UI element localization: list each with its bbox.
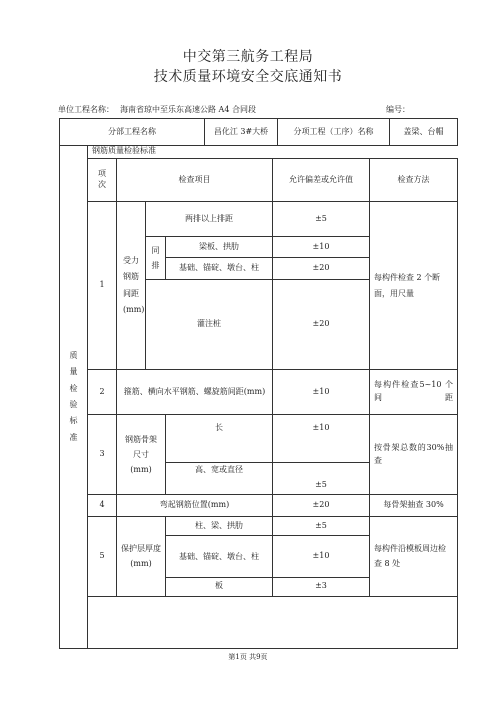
doc-title-notice: 技术质量环境安全交底通知书 [153,69,343,85]
row5-method: 每构件沿模板周边检查 8 处 [370,516,458,596]
row1a-tolerance: ±5 [273,202,370,237]
item-value: 盖梁、台帽 [390,119,458,146]
row5c-tolerance: ±3 [273,577,370,596]
section-title: 钢筋质量检验标准 [92,146,156,156]
col-item-header: 检查项目 [117,158,273,201]
row4-item: 弯起钢筋位置(mm) [117,495,273,517]
row3-no: 3 [88,415,117,495]
subheader-table [59,118,458,146]
row1-method: 每构件检查 2 个断面，用尺量 [370,202,458,370]
col-no-header: 项次 [88,158,117,201]
row4-no: 4 [88,495,117,517]
row1-group: 受力钢筋间距(mm) [117,202,146,370]
row3b-tolerance: ±5 [273,462,370,494]
row5a-label: 柱、梁、拱肋 [166,516,273,535]
row4-method: 每骨架抽查 30% [370,495,458,517]
project-label: 单位工程名称： [58,105,114,114]
col-tolerance-header: 允许偏差或允许值 [273,158,370,201]
row2-tolerance: ±10 [273,369,370,414]
col-method-header: 检查方法 [370,158,458,201]
row5-group: 保护层厚度(mm) [117,516,166,596]
row1-no: 1 [88,202,117,370]
item-label: 分项工程（工序）名称 [278,119,390,146]
row3a-label: 长 [166,415,273,463]
row1d-label: 灌注桩 [146,280,273,370]
row2-method: 每构件检查5~10 个间距 [370,369,458,414]
row1d-tolerance: ±20 [273,280,370,370]
row1a-label: 两排以上排距 [146,202,273,237]
row3a-tolerance: ±10 [273,415,370,463]
row5b-label: 基础、锚碇、墩台、柱 [166,536,273,577]
row3b-label: 高、宽或直径 [166,462,273,494]
row5c-label: 板 [166,577,273,596]
blank-area-bottom [88,616,458,649]
row5-no: 5 [88,516,117,596]
row1b-label: 梁板、拱肋 [166,236,273,258]
row4-tolerance: ±20 [273,495,370,517]
row1b-tolerance: ±10 [273,236,370,258]
row1c-label: 基础、锚碇、墩台、柱 [166,258,273,280]
row5b-tolerance: ±10 [273,536,370,577]
doc-title-company: 中交第三航务工程局 [182,49,314,65]
inspection-table [59,145,458,649]
division-value: 昌化江 3#大桥 [205,119,278,146]
row1-same-row-label: 同排 [146,236,166,279]
row3-group: 钢筋骨架尺寸(mm) [117,415,166,495]
project-name: 海南省琼中至乐东高速公路 A4 合同段 [120,105,256,114]
page-footer: 第1页 共9页 [228,653,268,661]
row2-no: 2 [88,369,117,414]
row1c-tolerance: ±20 [273,258,370,280]
row5a-tolerance: ±5 [273,516,370,535]
row2-item: 箍筋、横向水平钢筋、螺旋筋间距(mm) [117,369,273,414]
division-label: 分部工程名称 [60,119,205,146]
side-label: 质量检验标准 [60,146,88,649]
number-label: 编号： [386,105,410,114]
row3-method: 按骨架总数的30%抽查 [370,415,458,495]
blank-area-top [88,596,458,615]
